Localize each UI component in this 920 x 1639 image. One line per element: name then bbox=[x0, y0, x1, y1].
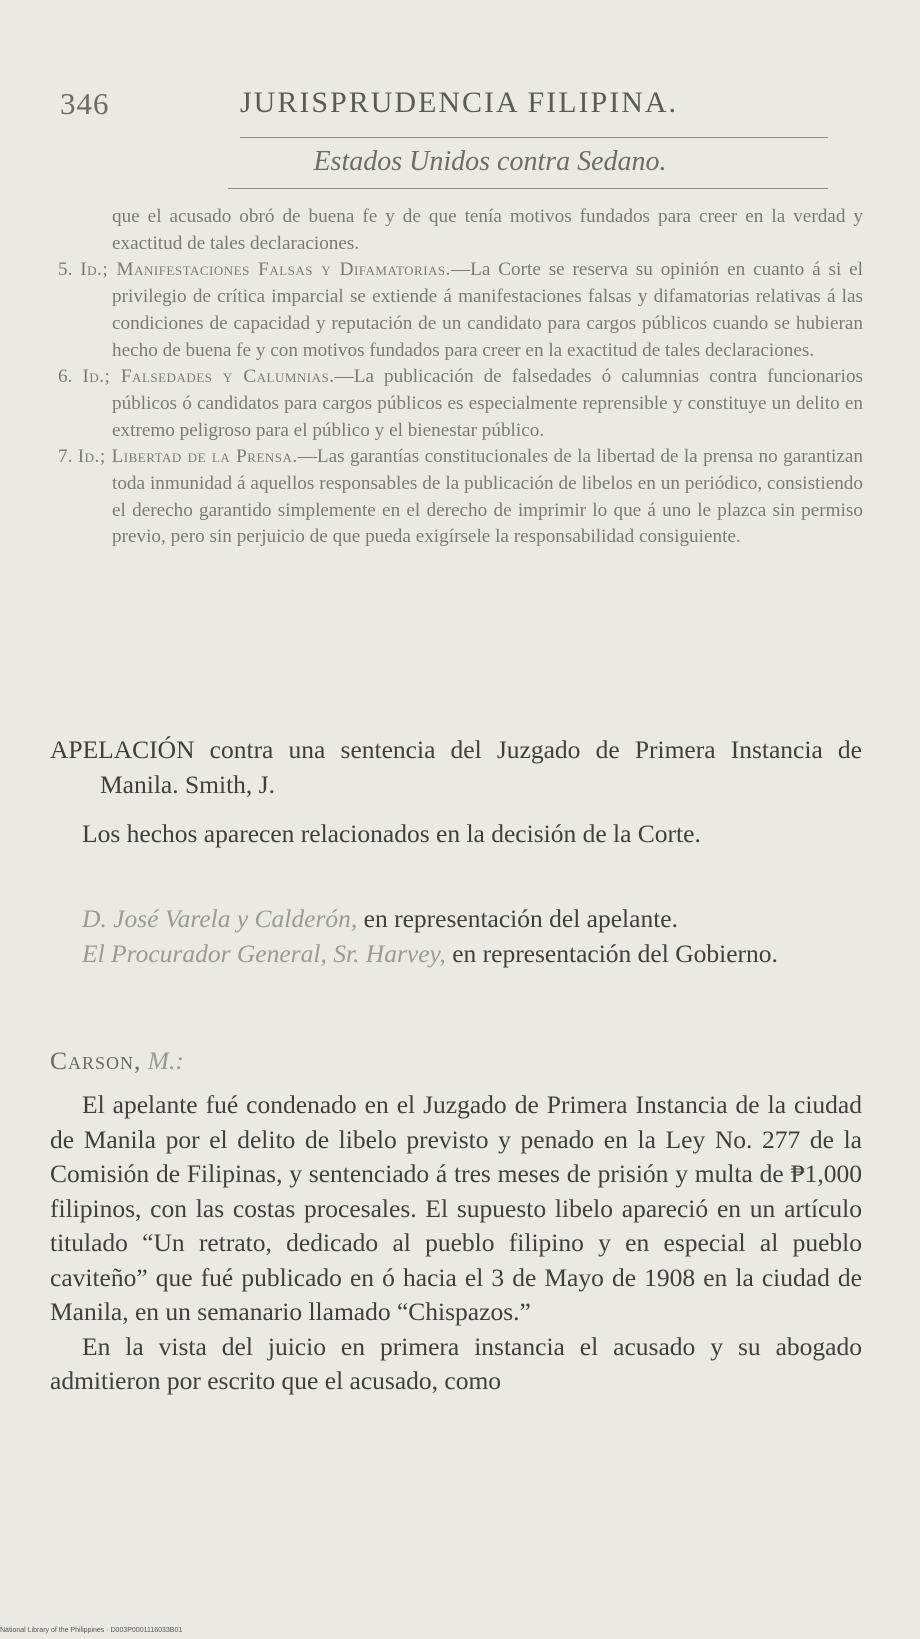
syllabus bbox=[58, 204, 863, 551]
case-title: Estados Unidos contra Sedano. bbox=[313, 146, 667, 177]
syllabus-item-heading: Id.; Manifestaciones Falsas y Difamatorias. bbox=[80, 259, 451, 281]
syllabus-item-text: —La Corte se reserva su opinión en cuanto á si el privilegio de crítica imparcial se extiende á manifestaciones falsas y difamatorias relativas á las condiciones de capacidad y reputación de un candidato para cargos públicos cuando se hubieran hecho de buena fe y con motivos fundados para creer en la exactitud de tales declaraciones. bbox=[112, 259, 863, 361]
opinion-paragraph: El apelante fué condenado en el Juzgado de Primera Instancia de la ciudad de Manila por el delito de libelo previsto y penado en la Ley No. 277 de la Comisión de Filipinas, y sentenciado á tres meses de prisión y multa de ₱1,000 filipinos, con las costas procesales. El supuesto libelo apareció en un artículo titulado “Un retrato, dedicado al pueblo filipino y en especial al pueblo caviteño” que fué publicado en ó hacia el 3 de Mayo de 1908 en la ciudad de Manila, en un semanario llamado “Chispazos.” bbox=[50, 1090, 862, 1326]
facts-text: Los hechos aparecen relacionados en la decisión de la Corte. bbox=[82, 819, 701, 848]
counsel-role: en representación del Gobierno. bbox=[445, 938, 778, 968]
syllabus-continuation: que el acusado obró de buena fe y de que tenía motivos fundados para creer en la verdad y exactitud de tales declaraciones. bbox=[112, 206, 863, 254]
syllabus-item-heading: Id.; Falsedades y Calumnias. bbox=[82, 366, 335, 388]
judge-title: M.: bbox=[141, 1046, 184, 1075]
appeal-lead: APELACIÓN bbox=[50, 735, 195, 764]
syllabus-item-number: 7. bbox=[58, 446, 73, 468]
case-title-rule bbox=[228, 188, 828, 189]
counsel-appellant bbox=[50, 902, 862, 937]
syllabus-item bbox=[58, 257, 863, 364]
counsel-government bbox=[50, 937, 862, 972]
syllabus-item-number: 5. bbox=[58, 259, 73, 281]
counsel-block bbox=[50, 902, 862, 971]
syllabus-item bbox=[58, 364, 863, 444]
page-number: 346 bbox=[60, 86, 110, 121]
page-header bbox=[60, 86, 860, 126]
judge-line bbox=[50, 1044, 862, 1079]
judge-name: Carson, bbox=[50, 1046, 142, 1075]
syllabus-item-text: —La publicación de falsedades ó calumnias contra funcionarios públicos ó candidatos para cargos públicos es especialmente reprensible y constituye un delito en extremo peligroso para el público y el bienestar público. bbox=[112, 366, 864, 441]
syllabus-item-text: —Las garantías constitucionales de la libertad de la prensa no garantizan toda inmunidad á aquellos responsables de la publicación de libelos en un periódico, consistiendo el derecho garantido simplemente en el derecho de imprimir lo que á uno le plazca sin permiso previo, pero sin perjuicio de que pueda exigírsele la responsabilidad consiguiente. bbox=[112, 446, 863, 548]
scan-footer: National Library of the Philippines · D003P0001116033B01 bbox=[0, 1627, 183, 1634]
facts-paragraph bbox=[50, 817, 862, 852]
header-rule bbox=[240, 137, 828, 138]
opinion-paragraph: En la vista del juicio en primera instancia el acusado y su abogado admitieron por escrito que el acusado, como bbox=[50, 1331, 862, 1395]
syllabus-item-number: 6. bbox=[58, 366, 73, 388]
opinion-text bbox=[50, 1088, 862, 1399]
syllabus-item-heading: Id.; Libertad de la Prensa. bbox=[77, 446, 298, 468]
counsel-name: El Procurador General, Sr. Harvey, bbox=[82, 938, 446, 968]
appeal-text: contra una sentencia del Juzgado de Primera Instancia de Manila. Smith, J. bbox=[100, 735, 862, 799]
counsel-role: en representación del apelante. bbox=[357, 904, 678, 933]
counsel-name: D. José Varela y Calderón, bbox=[82, 904, 358, 933]
running-title: JURISPRUDENCIA FILIPINA. bbox=[240, 86, 679, 119]
appeal-paragraph bbox=[50, 733, 862, 802]
syllabus-item bbox=[58, 444, 863, 551]
